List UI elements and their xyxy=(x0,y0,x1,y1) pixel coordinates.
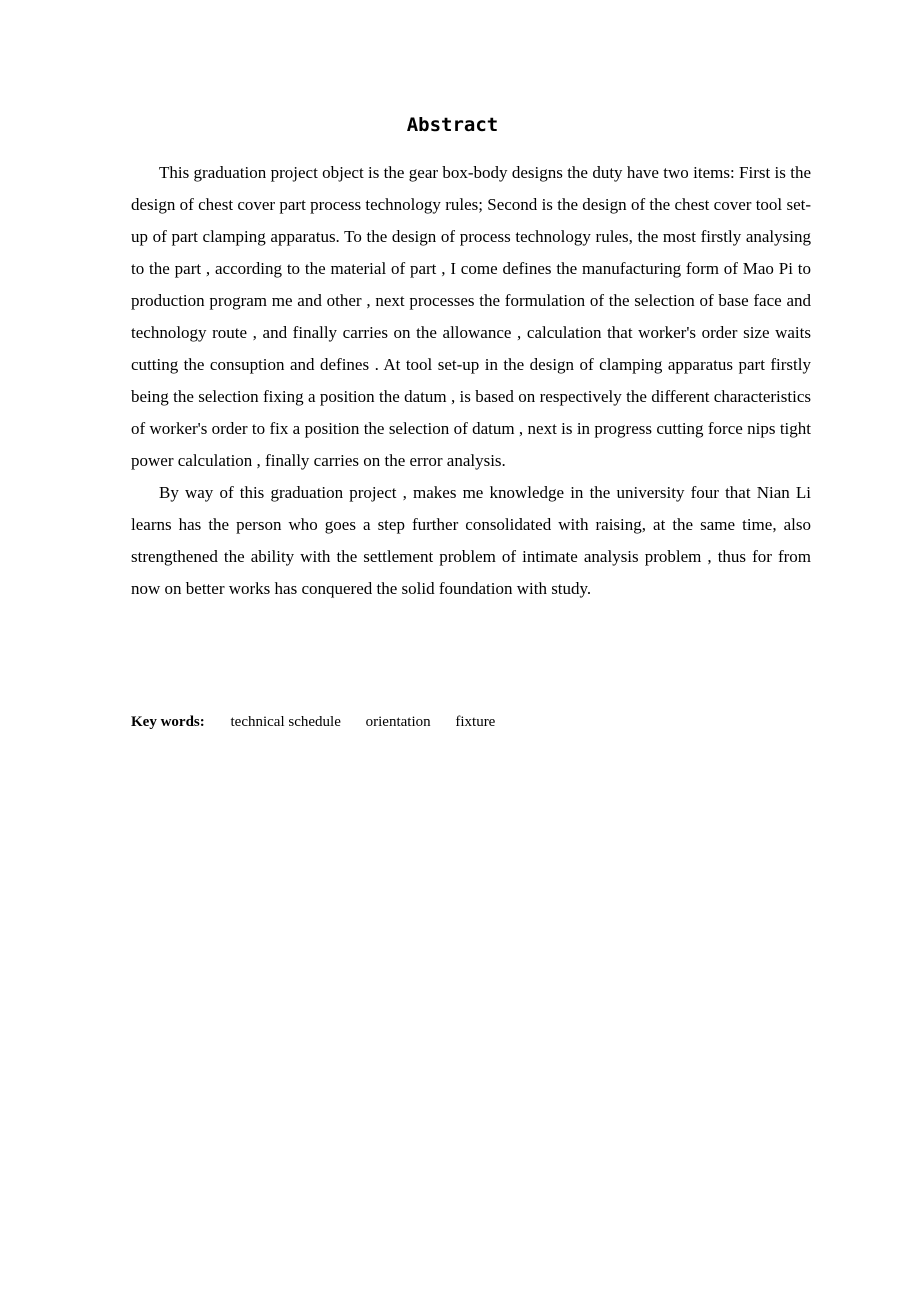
keyword-technical-schedule: technical schedule xyxy=(230,714,341,730)
keyword-fixture: fixture xyxy=(455,714,496,730)
keyword-orientation: orientation xyxy=(365,714,431,730)
abstract-body xyxy=(131,157,811,605)
abstract-paragraph-1: This graduation project object is the gear box-body designs the duty have two items: First is the design of chest cover part process technology rules; Second is the design of the chest cover tool set-up of part clamping apparatus. To the design of process technology rules, the most firstly analysing to the part , according to the material of part , I come defines the manufacturing form of Mao Pi to production program me and other , next processes the formulation of the selection of base face and technology route , and finally carries on the allowance , calculation that worker's order size waits cutting the consuption and defines . At tool set-up in the design of clamping apparatus part firstly being the selection fixing a position the datum , is based on respectively the different characteristics of worker's order to fix a position the selection of datum , next is in progress cutting force nips tight power calculation , finally carries on the error analysis. xyxy=(131,163,811,470)
keywords-line xyxy=(131,711,516,733)
abstract-paragraph-2: By way of this graduation project , makes me knowledge in the university four that Nian Li learns has the person who goes a step further consolidated with raising, at the same time, also strengthened the ability with the settlement problem of intimate analysis problem , thus for from now on better works has conquered the solid foundation with study. xyxy=(131,483,811,598)
keywords-label: Key words: xyxy=(131,714,205,730)
abstract-title: Abstract xyxy=(406,114,499,136)
